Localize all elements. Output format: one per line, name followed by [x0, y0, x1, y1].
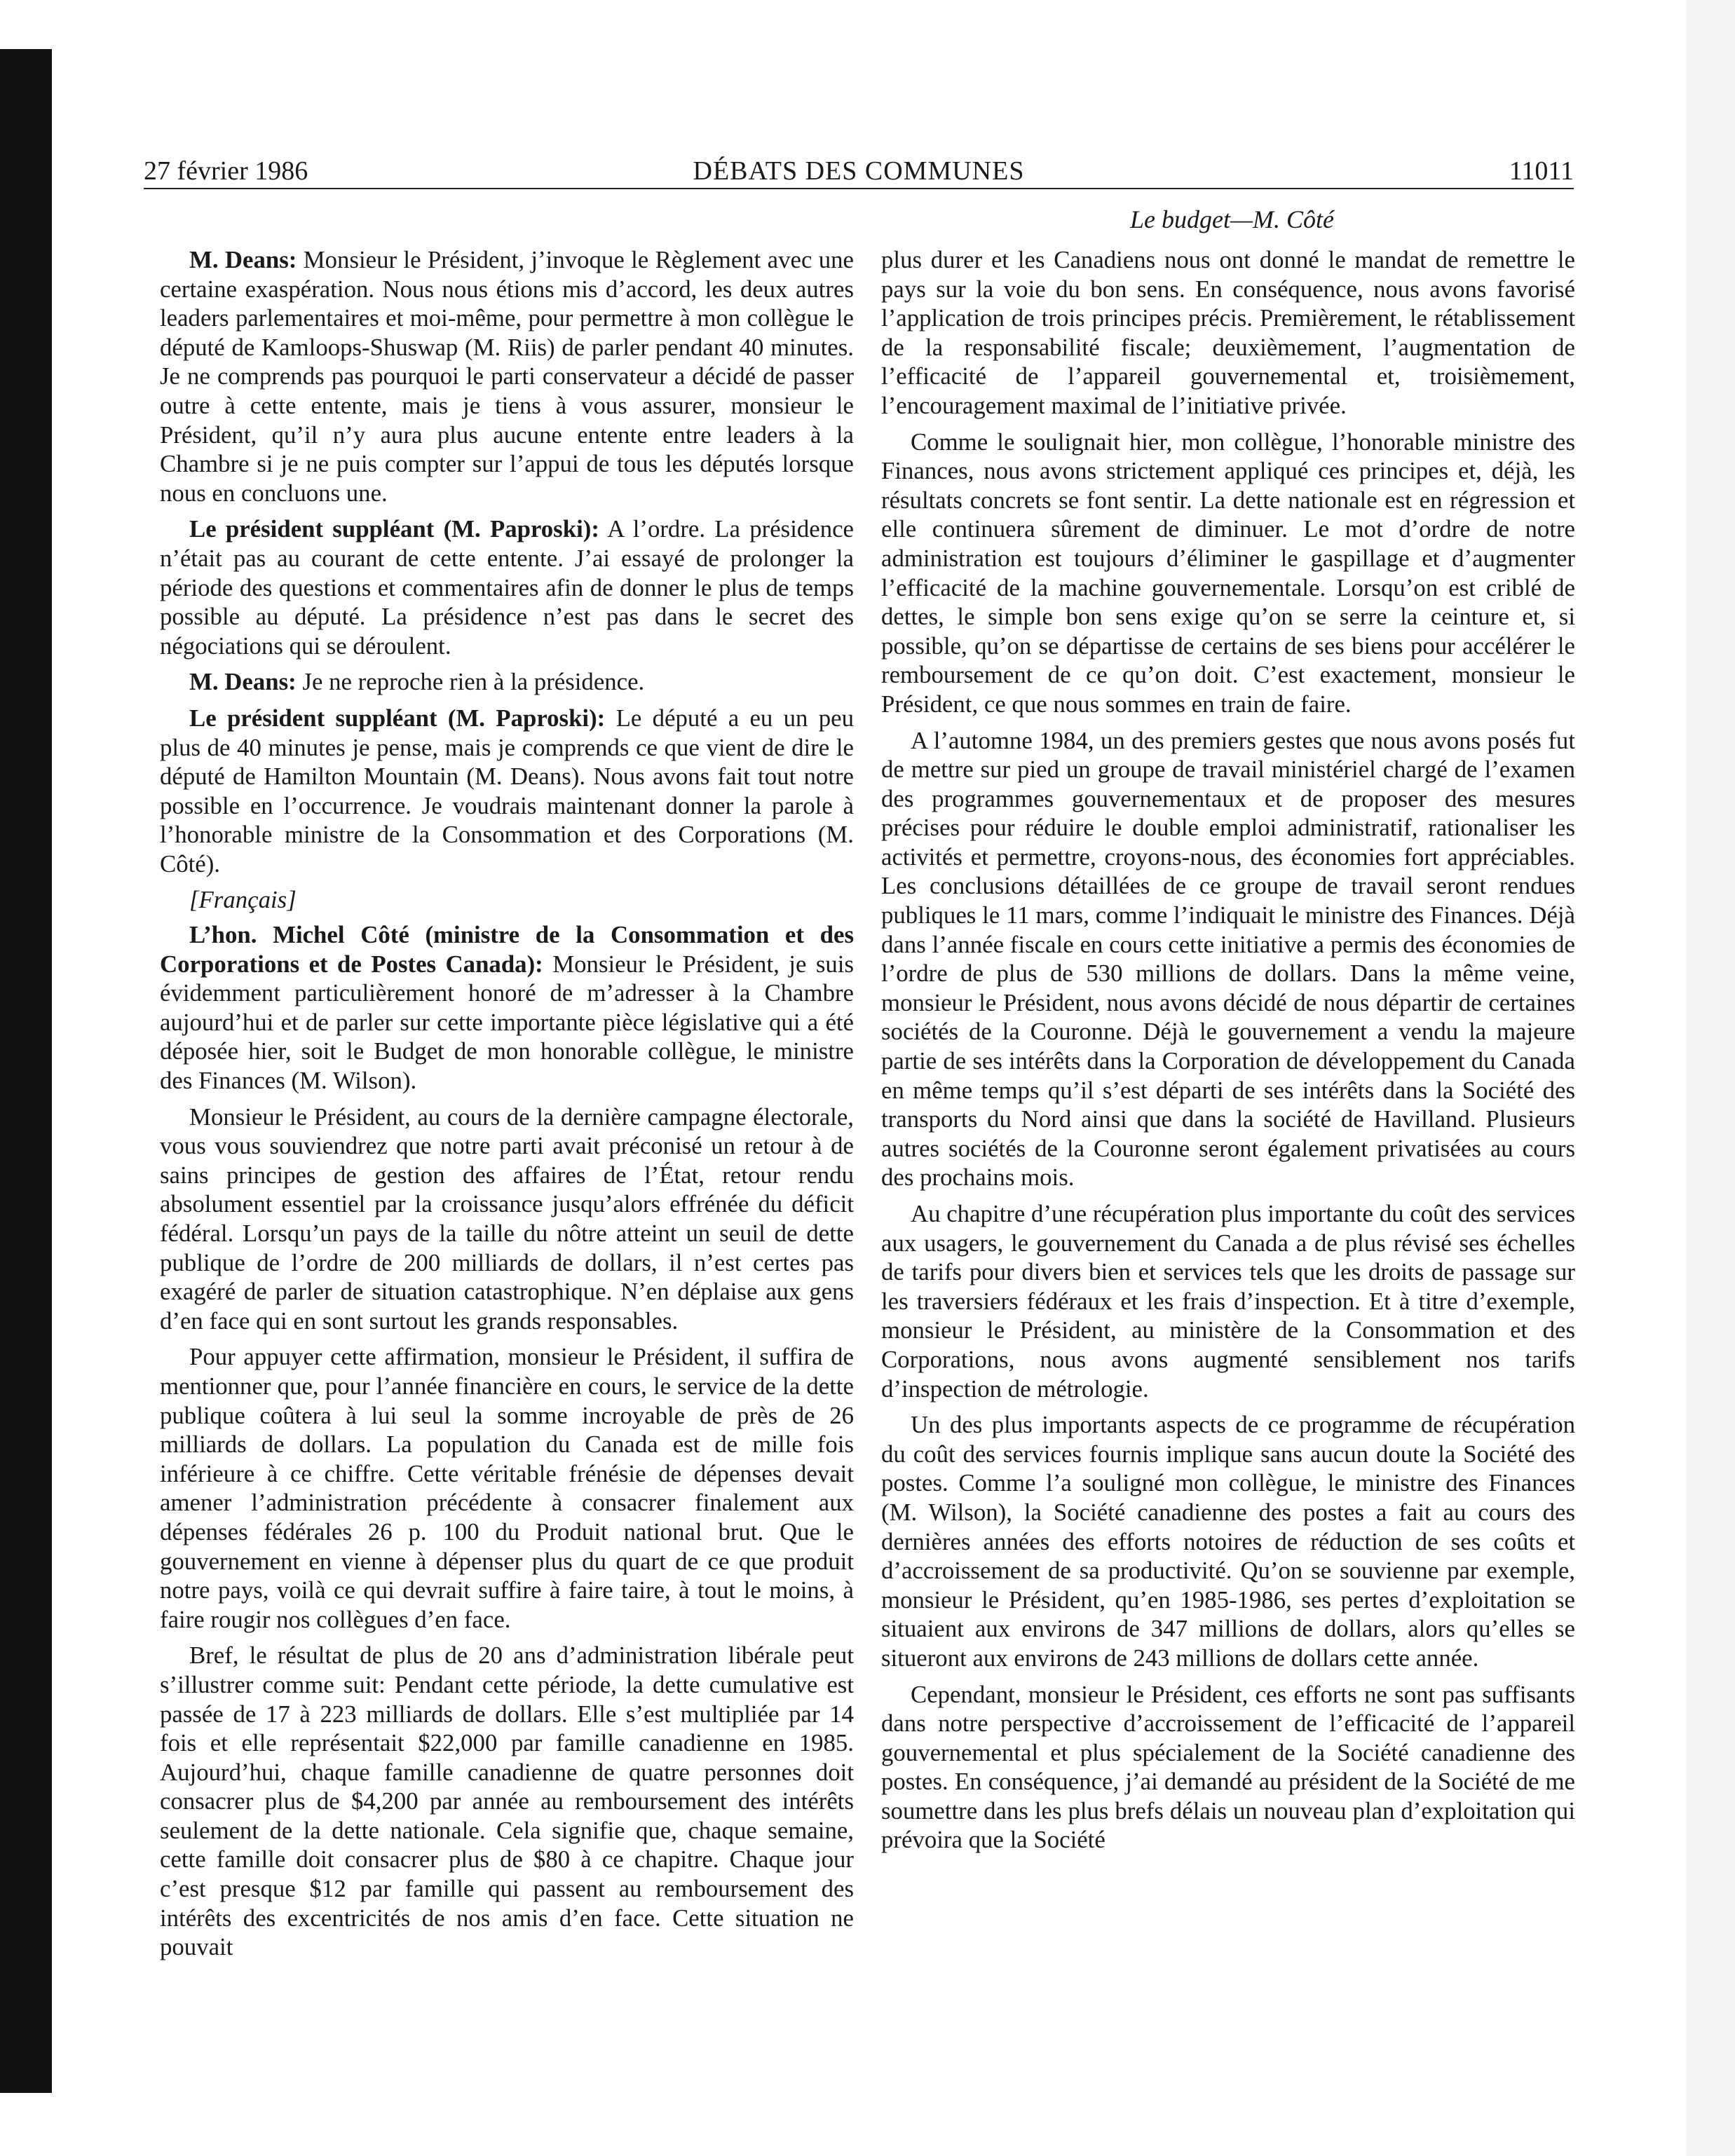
- paragraph-text: Je ne reproche rien à la présidence.: [302, 668, 645, 696]
- running-head: Le budget—M. Côté: [1130, 205, 1334, 233]
- left-column: [160, 245, 854, 1969]
- paragraph: [881, 1199, 1575, 1403]
- paragraph: [160, 704, 854, 879]
- paragraph-text: Bref, le résultat de plus de 20 ans d’administration libérale peut s’illustrer comme suit: Pendant cette période, la dette cumulative est passée de 17 à 223 milliards de dollars. Elle s’est multipliée par 14 fois et elle représentait $22,000 par famille canadienne en 1985. Aujourd’hui, chaque famille canadienne de quatre personnes doit consacrer plus de $4,200 par année au remboursement des intérêts seulement de la dette nationale. Cela signifie que, chaque semaine, cette famille doit consacrer plus de $80 à ce chapitre. Chaque jour c’est presque $12 par famille qui passent au remboursement des intérêts des excentricités de nos amis d’en face. Cette situation ne pouvait: [160, 1642, 854, 1961]
- paragraph-text: Cependant, monsieur le Président, ces efforts ne sont pas suffisants dans notre perspective d’accroissement de l’efficacité de l’appareil gouvernemental et plus spécialement de la Société canadienne des postes. En conséquence, j’ai demandé au président de la Société de me soumettre dans les plus brefs délais un nouveau plan d’exploitation qui prévoira que la Société: [881, 1680, 1575, 1854]
- scan-margin: [1686, 0, 1735, 2156]
- right-column: [881, 245, 1575, 1862]
- page-number: 11011: [1509, 156, 1574, 186]
- paragraph: [160, 1103, 854, 1336]
- paragraph-text: Pour appuyer cette affirmation, monsieur le Président, il suffira de mentionner que, pour l’année financière en cours, le service de la dette publique coûtera à lui seul la somme incroyable de près de 26 milliards de dollars. La population du Canada est de mille fois inférieure à ce chiffre. Cette véritable frénésie de dépenses devait amener l’administration précédente à consacrer finalement aux dépenses fédérales 26 p. 100 du Produit national brut. Que le gouvernement en vienne à dépenser plus du quart de ce que produit notre pays, voilà ce qui devrait suffire à faire taire, à tout le moins, à faire rougir nos collègues d’en face.: [160, 1343, 854, 1633]
- paragraph-text: Au chapitre d’une récupération plus importante du coût des services aux usagers, le gouvernement du Canada a de plus révisé ses échelles de tarifs pour divers bien et services tels que les droits de passage sur les traversiers fédéraux et les frais d’inspection. Et à titre d’exemple, monsieur le Président, au ministère de la Consommation et des Corporations, nous avons augmenté sensiblement nos tarifs d’inspection de métrologie.: [881, 1200, 1575, 1403]
- speaker-name: M. Deans:: [189, 246, 297, 273]
- paragraph-text: Monsieur le Président, au cours de la dernière campagne électorale, vous vous souviendrez que notre parti avait préconisé un retour à de sains principes de gestion des affaires de l’État, retour rendu absolument essentiel par la croissance jusqu’alors effrénée du déficit fédéral. Lorsqu’un pays de la taille du nôtre atteint un seuil de dette publique de l’ordre de 200 milliards de dollars, il n’est certes pas exagéré de parler de situation catastrophique. N’en déplaise aux gens d’en face qui en sont surtout les grands responsables.: [160, 1103, 854, 1335]
- speaker-name: M. Deans:: [189, 668, 297, 696]
- paragraph: [160, 667, 854, 697]
- paragraph: [881, 245, 1575, 421]
- paragraph-text: Un des plus importants aspects de ce programme de récupération du coût des services fournis implique sans aucun doute la Société des postes. Comme l’a souligné mon collègue, le ministre des Finances (M. Wilson), la Société canadienne des postes a fait au cours des dernières années des efforts notoires de réduction de ses coûts et d’accroissement de sa productivité. Qu’on se souvienne par exemple, monsieur le Président, qu’en 1985-1986, ses pertes d’exploitation se situaient aux environs de 347 millions de dollars, alors qu’elles se situeront aux environs de 243 millions de dollars cette année.: [881, 1411, 1575, 1672]
- paragraph: [160, 1342, 854, 1634]
- paragraph-text: A l’automne 1984, un des premiers gestes que nous avons posés fut de mettre sur pied un groupe de travail ministériel chargé de l’examen des programmes gouvernementaux et de proposer des mesures précises pour réduire le double emploi administratif, rationaliser les activités et permettre, croyons-nous, des économies fort appréciables. Les conclusions détaillées de ce groupe de travail seront rendues publiques le 11 mars, comme l’indiquait le ministre des Finances. Déjà dans l’année fiscale en cours cette initiative a permis des économies de l’ordre de plus de 530 millions de dollars. Dans la même veine, monsieur le Président, nous avons décidé de nous départir de certaines sociétés de la Couronne. Déjà le gouvernement a vendu la majeure partie de ses intérêts dans la Corporation de développement du Canada en même temps qu’il s’est départi de ses intérêts dans la Société des transports du Nord ainsi que dans la société de Havilland. Plusieurs autres sociétés de la Couronne seront également privatisées au cours des prochains mois.: [881, 726, 1575, 1192]
- page-header: [144, 149, 1574, 191]
- paragraph: [160, 514, 854, 660]
- paragraph: [881, 1680, 1575, 1855]
- speaker-name: Le président suppléant (M. Paproski):: [189, 515, 599, 543]
- paragraph: [160, 920, 854, 1096]
- paragraph: [881, 428, 1575, 719]
- paragraph-text: Monsieur le Président, j’invoque le Règlement avec une certaine exaspération. Nous nous étions mis d’accord, les deux autres leaders parlementaires et moi-même, pour permettre à mon collègue le député de Kamloops-Shuswap (M. Riis) de parler pendant 40 minutes. Je ne comprends pas pourquoi le parti conservateur a décidé de passer outre à cette entente, mais je tiens à vous assurer, monsieur le Président, qu’il n’y aura plus aucune entente entre leaders à la Chambre si je ne puis compter sur l’appui de tous les députés lorsque nous en concluons une.: [160, 246, 854, 507]
- header-rule: [144, 188, 1574, 189]
- paragraph-text: Monsieur le Président, je suis évidemment particulièrement honoré de m’adresser à la Chambre aujourd’hui et de parler sur cette importante pièce législative qui a été déposée hier, soit le Budget de mon honorable collègue, le ministre des Finances (M. Wilson).: [160, 950, 855, 1095]
- paragraph: [881, 1410, 1575, 1672]
- header-title: DÉBATS DES COMMUNES: [693, 156, 1025, 186]
- scan-binding-edge: [0, 49, 52, 2093]
- paragraph: [160, 1641, 854, 1962]
- paragraph-text: A l’ordre. La présidence n’était pas au courant de cette entente. J’ai essayé de prolonger la période des questions et commentaires afin de donner le plus de temps possible au député. La présidence n’est pas dans le secret des négociations qui se déroulent.: [160, 515, 855, 660]
- header-date: 27 février 1986: [144, 156, 308, 186]
- paragraph-text: Comme le soulignait hier, mon collègue, l’honorable ministre des Finances, nous avons strictement appliqué ces principes et, déjà, les résultats concrets se font sentir. La dette nationale est en régression et elle continuera sûrement de diminuer. Le mot d’ordre de notre administration est toujours d’éliminer le gaspillage et d’augmenter l’efficacité de la machine gouvernementale. Lorsqu’on est criblé de dettes, le simple bon sens exige qu’on se serre la ceinture et, si possible, qu’on se départisse de certains de ses biens pour accélérer le remboursement de ce qu’on doit. C’est exactement, monsieur le Président, ce que nous sommes en train de faire.: [881, 428, 1575, 718]
- speaker-name: L’hon. Michel Côté (ministre de la Consommation et des Corporations et de Postes Canada):: [160, 921, 854, 978]
- paragraph-text: plus durer et les Canadiens nous ont donné le mandat de remettre le pays sur la voie du bon sens. En conséquence, nous avons favorisé l’application de trois principes précis. Premièrement, le rétablissement de la responsabilité fiscale; deuxièmement, l’augmentation de l’efficacité de l’appareil gouvernemental et, troisièmement, l’encouragement maximal de l’initiative privée.: [881, 246, 1575, 419]
- paragraph-text: Le député a eu un peu plus de 40 minutes je pense, mais je comprends ce que vient de dire le député de Hamilton Mountain (M. Deans). Nous avons fait tout notre possible en l’occurrence. Je voudrais maintenant donner la parole à l’honorable ministre de la Consommation et des Corporations (M. Côté).: [160, 704, 855, 878]
- speaker-name: Le président suppléant (M. Paproski):: [189, 704, 606, 732]
- paragraph: [160, 245, 854, 507]
- paragraph: [881, 726, 1575, 1193]
- language-marker: [Français]: [189, 886, 297, 914]
